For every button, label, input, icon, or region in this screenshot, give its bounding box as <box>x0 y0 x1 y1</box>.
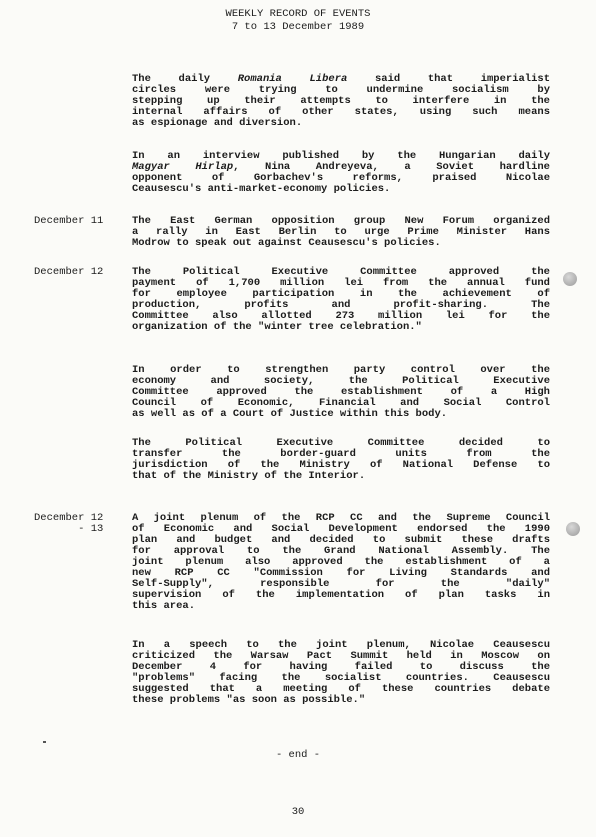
text-line: production, profits and profit-sharing. The <box>132 299 550 311</box>
text-line: Committee also allotted 273 million lei for the <box>132 310 550 322</box>
text-line: The East German opposition group New Forum organized <box>132 215 550 227</box>
end-mark: - end - <box>275 749 321 761</box>
text-line: that of the Ministry of the Interior. <box>132 470 366 482</box>
entry-text <box>132 438 550 482</box>
text-line: of Economic and Social Development endorsed the 1990 <box>132 523 550 535</box>
entry-date: December 12 <box>34 266 104 278</box>
text-line: December 4 for having failed to discuss the <box>132 661 550 673</box>
header-title: WEEKLY RECORD OF EVENTS <box>225 8 371 20</box>
text-line: new RCP CC "Commission for Living Standards and <box>132 567 550 579</box>
punch-hole-mark <box>566 522 580 536</box>
text-line: The Political Executive Committee approved the <box>132 266 550 278</box>
header-dates: 7 to 13 December 1989 <box>231 21 365 33</box>
punch-hole-mark <box>563 272 577 286</box>
entry-text <box>132 74 550 129</box>
text-line: for employee participation in the achievement of <box>132 288 550 300</box>
text-line: Committee approved the establishment of a High <box>132 386 550 398</box>
text-line: joint plenum also approved the establishment of a <box>132 556 550 568</box>
entry-text <box>132 640 550 706</box>
text-line: Ceausescu's anti-market-economy policies. <box>132 183 391 195</box>
entry-text <box>132 151 550 195</box>
text-line: a rally in East Berlin to urge Prime Minister Hans <box>132 226 550 238</box>
text-line: organization of the "winter tree celebration." <box>132 321 422 333</box>
text-line: criticized the Warsaw Pact Summit held in Moscow on <box>132 650 550 662</box>
text-line: as espionage and diversion. <box>132 117 303 129</box>
text-line: "problems" facing the socialist countries. Ceausescu <box>132 672 550 684</box>
text-line: internal affairs of other states, using such means <box>132 106 550 118</box>
text-line: Council of Economic, Financial and Social Control <box>132 397 550 409</box>
text-line: opponent of Gorbachev's reforms, praised Nicolae <box>132 172 550 184</box>
text-line: In an interview published by the Hungarian daily <box>132 150 550 162</box>
scan-speck <box>43 741 46 743</box>
text-line: In order to strengthen party control over the <box>132 364 550 376</box>
text-line: payment of 1,700 million lei from the annual fund <box>132 277 550 289</box>
text-line: The Political Executive Committee decided to <box>132 437 550 449</box>
entry-text <box>132 513 550 612</box>
entry-text <box>132 365 550 420</box>
text-line: stepping up their attempts to interfere in the <box>132 95 550 107</box>
text-line: as well as of a Court of Justice within this body. <box>132 408 448 420</box>
text-line: In a speech to the joint plenum, Nicolae Ceausescu <box>132 639 550 651</box>
text-line: Magyar Hirlap, Nina Andreyeva, a Soviet hardline <box>132 161 550 173</box>
text-line: The daily Romania Libera said that imperialist <box>132 73 551 85</box>
entry-date: December 12 - 13 <box>34 512 104 535</box>
text-line: A joint plenum of the RCP CC and the Supreme Council <box>132 512 550 524</box>
entry-text <box>132 267 550 333</box>
text-line: for approval to the Grand National Assembly. The <box>132 545 550 557</box>
page-header <box>0 8 596 34</box>
entry-text <box>132 216 550 249</box>
text-line: jurisdiction of the Ministry of National Defense to <box>132 459 550 471</box>
text-line: these problems "as soon as possible." <box>132 694 366 706</box>
text-line: supervision of the implementation of plan tasks in <box>132 589 550 601</box>
text-line: Self-Supply", responsible for the "daily" <box>132 578 550 590</box>
text-line: circles were trying to undermine socialism by <box>132 84 550 96</box>
text-line: economy and society, the Political Executive <box>132 375 550 387</box>
page-number: 30 <box>291 806 305 818</box>
text-line: Modrow to speak out against Ceausescu's policies. <box>132 237 441 249</box>
text-line: suggested that a meeting of these countries debate <box>132 683 550 695</box>
text-line: plan and budget and decided to submit these drafts <box>132 534 550 546</box>
entry-date: December 11 <box>34 215 104 227</box>
text-line: this area. <box>132 600 196 612</box>
text-line: transfer the border-guard units from the <box>132 448 550 460</box>
